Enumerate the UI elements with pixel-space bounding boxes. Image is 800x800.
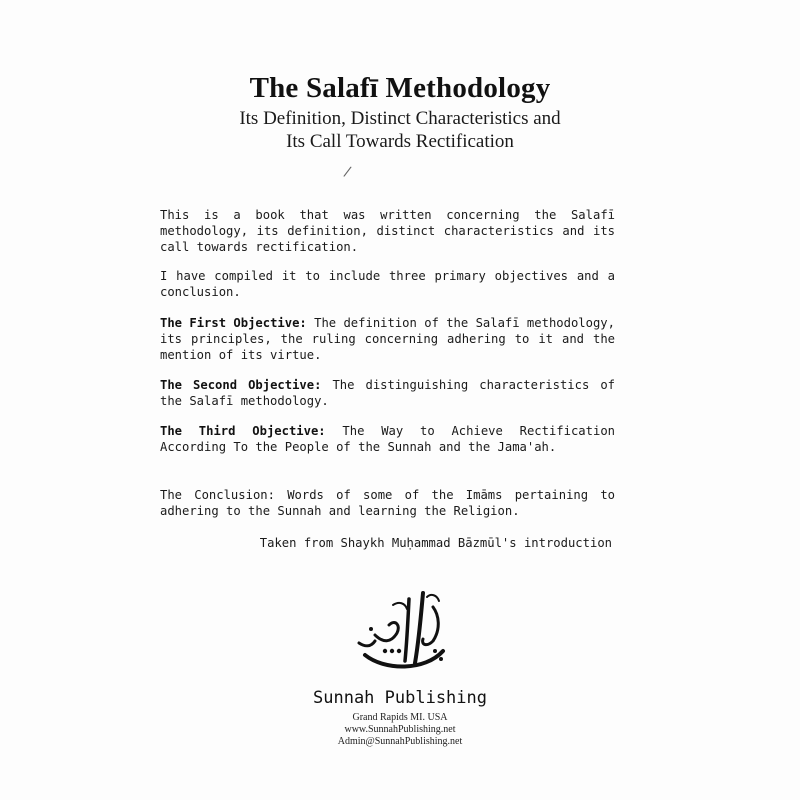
intro-paragraph: This is a book that was written concerning the Salafī methodology, its definition, distinct characteristics and its call towards rectification. xyxy=(160,208,615,254)
sunnah-calligraphy-logo-icon xyxy=(335,585,465,677)
first-objective-paragraph xyxy=(160,315,615,363)
first-objective-label: The First Objective: xyxy=(160,316,307,330)
attribution-line: Taken from Shaykh Muḥammad Bāzmūl's introduction xyxy=(259,536,612,550)
book-title: The Salafī Methodology xyxy=(249,72,551,104)
second-objective-label: The Second Objective: xyxy=(160,378,322,392)
second-objective-text: The distinguishing characteristics of the Salafī methodology. xyxy=(160,378,615,408)
third-objective-paragraph xyxy=(160,423,615,455)
publisher-website: www.SunnahPublishing.net xyxy=(344,724,456,735)
conclusion-paragraph: The Conclusion: Words of some of the Imāms pertaining to adhering to the Sunnah and learning the Religion. xyxy=(160,488,615,518)
stray-mark: / xyxy=(342,163,353,181)
third-objective-label: The Third Objective: xyxy=(160,424,326,438)
second-objective-paragraph xyxy=(160,377,615,409)
compilation-paragraph: I have compiled it to include three primary objectives and a conclusion. xyxy=(160,269,615,299)
publisher-name: Sunnah Publishing xyxy=(313,688,487,708)
first-objective-text: The definition of the Salafī methodology, its principles, the ruling concerning adhering to it and the mention of its virtue. xyxy=(160,316,615,362)
book-subtitle-line2: Its Call Towards Rectification xyxy=(286,131,514,152)
publisher-location: Grand Rapids MI. USA xyxy=(352,712,448,723)
publisher-email: Admin@SunnahPublishing.net xyxy=(337,736,463,747)
third-objective-text: The Way to Achieve Rectification According To the People of the Sunnah and the Jama'ah. xyxy=(160,424,615,454)
book-subtitle-line1: Its Definition, Distinct Characteristics and xyxy=(239,108,561,129)
